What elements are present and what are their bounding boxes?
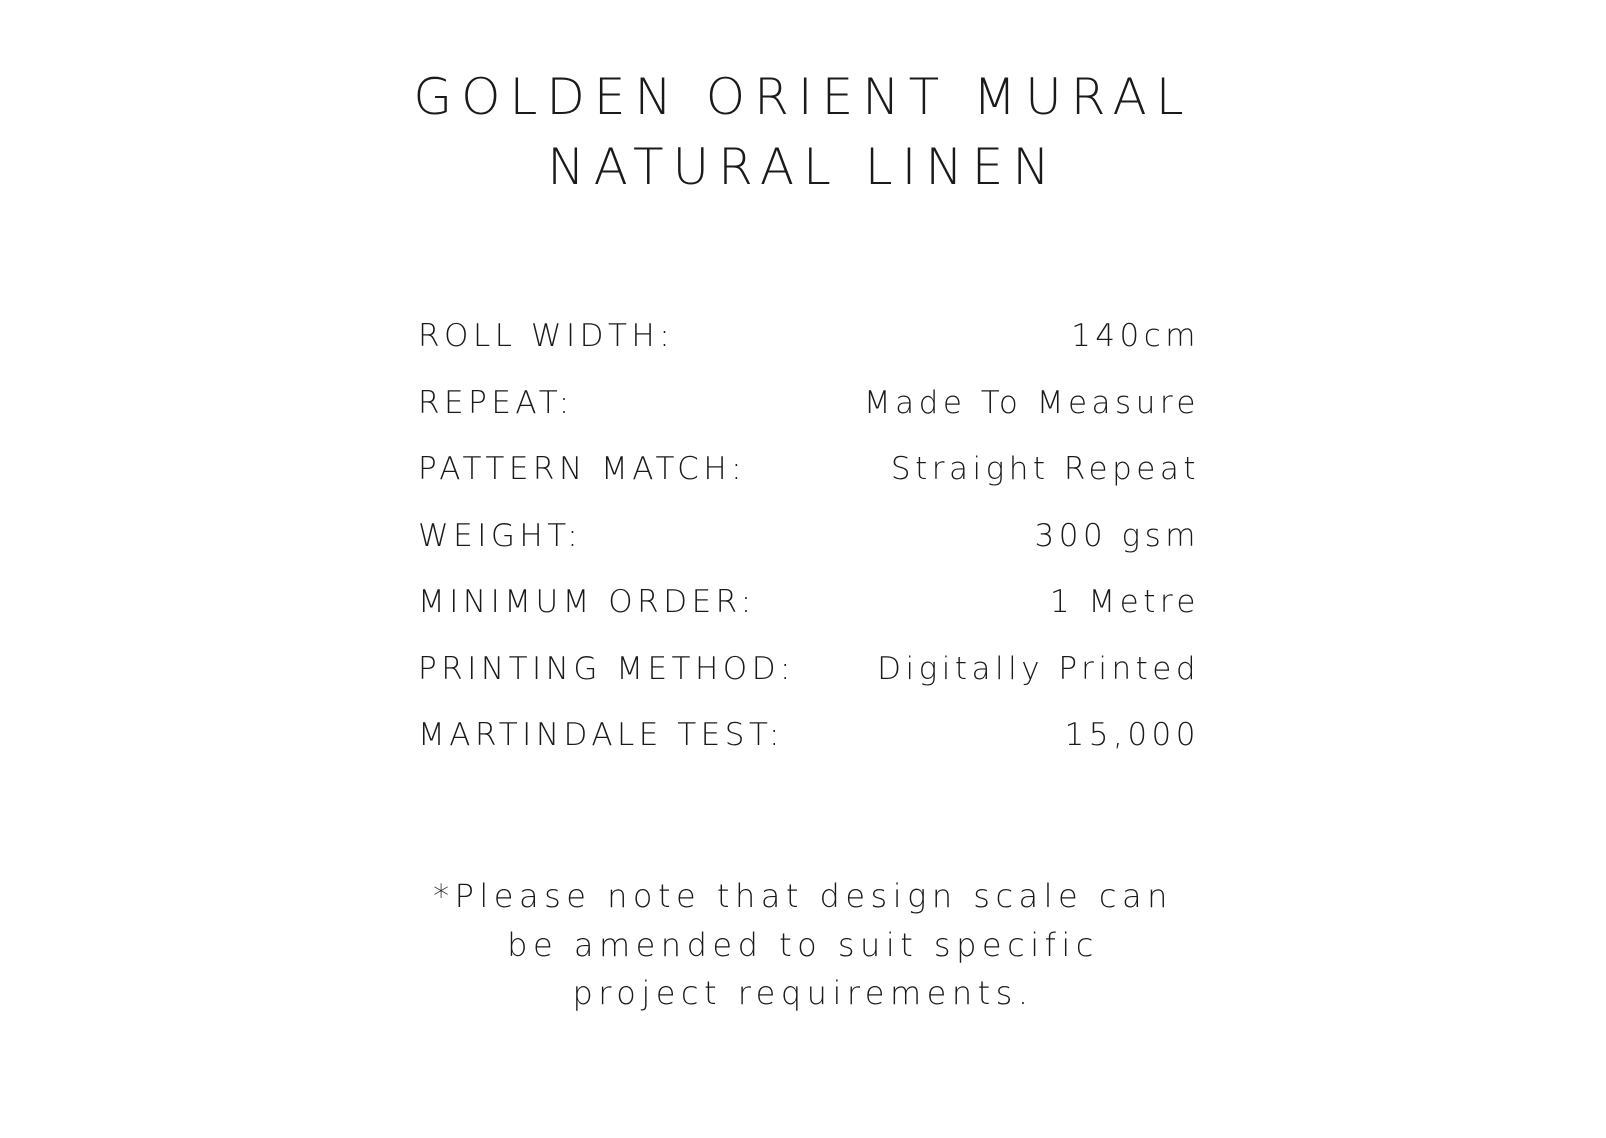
spec-value: 1 Metre <box>1049 584 1200 620</box>
note-line: project requirements. <box>572 974 1034 1012</box>
spec-label: MINIMUM ORDER: <box>418 584 756 620</box>
spec-label: ROLL WIDTH: <box>418 318 675 354</box>
spec-row-pattern-match <box>418 451 1200 518</box>
spec-row-minimum-order <box>418 584 1200 651</box>
spec-value: 140cm <box>1071 318 1200 354</box>
specification-list <box>418 318 1200 784</box>
spec-value: Made To Measure <box>863 384 1200 421</box>
product-colorway: NATURAL LINEN <box>547 138 1059 196</box>
spec-row-weight <box>418 518 1200 585</box>
spec-label: WEIGHT: <box>418 517 583 554</box>
spec-row-printing-method <box>418 651 1200 718</box>
spec-label: PATTERN MATCH: <box>418 451 747 487</box>
note-line: *Please note that design scale can <box>433 877 1173 915</box>
spec-value: 15,000 <box>1064 717 1200 753</box>
spec-row-repeat <box>418 385 1200 452</box>
page-title <box>0 62 1606 202</box>
note-line: be amended to suit specific <box>507 925 1099 964</box>
spec-label: PRINTING METHOD: <box>418 650 796 687</box>
spec-value: 300 gsm <box>1034 517 1200 554</box>
spec-value: Straight Repeat <box>890 451 1200 487</box>
spec-row-roll-width <box>418 318 1200 385</box>
product-name: GOLDEN ORIENT MURAL <box>413 68 1193 126</box>
spec-label: MARTINDALE TEST: <box>418 717 784 753</box>
spec-label: REPEAT: <box>418 384 574 421</box>
scale-note <box>0 872 1606 1018</box>
spec-value: Digitally Printed <box>877 650 1200 687</box>
spec-row-martindale-test <box>418 717 1200 784</box>
